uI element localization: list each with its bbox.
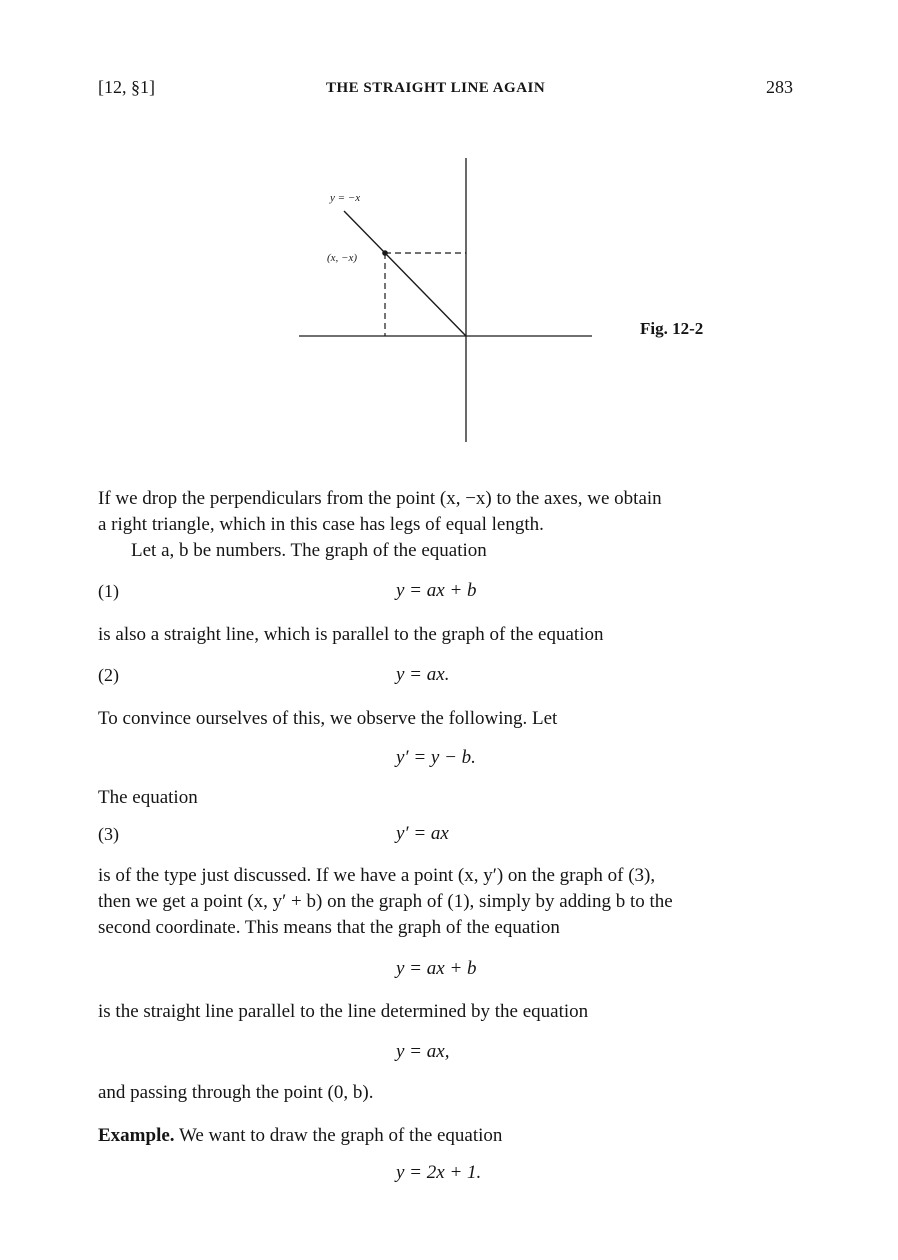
equation-4: y = ax + b [396, 958, 477, 979]
paragraph-line: is of the type just discussed. If we have a point (x, y′) on the graph of (3), [98, 865, 656, 886]
paragraph-line: To convince ourselves of this, we observe the following. Let [98, 708, 558, 729]
paragraph-line: The equation [98, 787, 198, 808]
point-label: (x, −x) [327, 252, 358, 264]
paragraph-line: then we get a point (x, y′ + b) on the graph of (1), simply by adding b to the [98, 891, 673, 912]
paragraph-line: is the straight line parallel to the line determined by the equation [98, 1001, 589, 1022]
running-head-title: THE STRAIGHT LINE AGAIN [326, 80, 546, 96]
equation-2: y = ax. [396, 664, 450, 685]
paragraph-line: second coordinate. This means that the graph of the equation [98, 917, 560, 938]
equation-number: (2) [98, 665, 119, 685]
equation-number: (3) [98, 824, 119, 844]
paragraph-line: and passing through the point (0, b). [98, 1082, 374, 1103]
equation-shift: y′ = y − b. [396, 747, 476, 768]
figure-12-2 [290, 155, 610, 455]
equation-number: (1) [98, 581, 119, 601]
section-reference: [12, §1] [98, 77, 155, 97]
equation-1: y = ax + b [396, 580, 477, 601]
equation-3: y′ = ax [396, 823, 449, 844]
paragraph-line: Let a, b be numbers. The graph of the equation [131, 540, 487, 561]
paragraph-line: is also a straight line, which is parallel to the graph of the equation [98, 624, 604, 645]
line-y-neg-x [344, 211, 466, 336]
example-label: Example. [98, 1125, 175, 1146]
figure-caption: Fig. 12-2 [640, 319, 704, 338]
example-text: We want to draw the graph of the equation [178, 1125, 503, 1146]
equation-5: y = ax, [396, 1041, 450, 1062]
page-number: 283 [766, 77, 793, 97]
equation-6: y = 2x + 1. [396, 1162, 482, 1183]
line-label: y = −x [330, 192, 361, 204]
paragraph-line: If we drop the perpendiculars from the point (x, −x) to the axes, we obtain [98, 488, 662, 509]
point-marker [382, 250, 388, 256]
example-paragraph [98, 1122, 502, 1149]
paragraph-line: a right triangle, which in this case has legs of equal length. [98, 514, 544, 535]
